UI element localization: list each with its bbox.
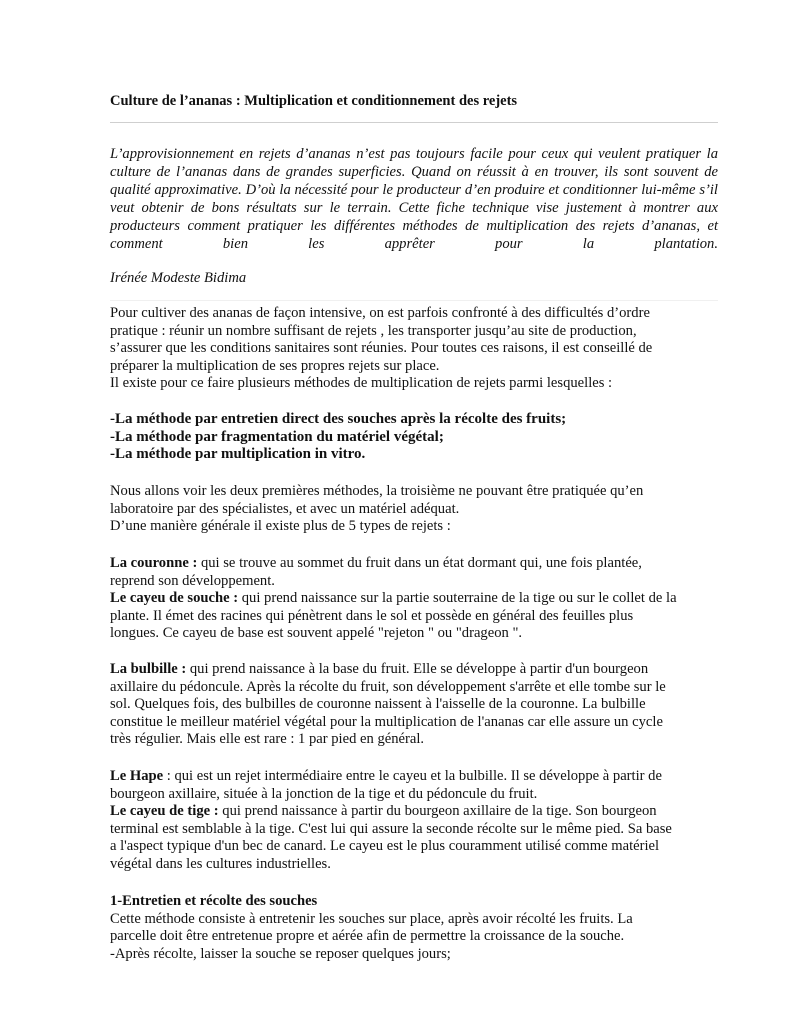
cayeu-tige-term: Le cayeu de tige : (110, 803, 219, 819)
bulbille-line: constitue le meilleur matériel végétal pour la multiplication de l'ananas car elle assure un cycle (110, 713, 663, 730)
cayeu-souche-line (110, 590, 718, 608)
intro-line: préparer la multiplication de ses propres rejets sur place. (110, 357, 440, 374)
abstract-paragraph: L’approvisionnement en rejets d’ananas n’est pas toujours facile pour ceux qui veulent pratiquer la culture de l’ananas dans de grandes superficies. Quand on réussit à en trouver, ils sont souvent de qualité approximative. D’où la nécessité pour le producteur d’en produire et conditionner lui-même s’il veut obtenir de bons résultats sur le terrain. Cette fiche technique vise justement à montrer aux producteurs comment pratiquer les différentes méthodes de multiplication des rejets d’ananas, et comment bien les apprêter pour la plantation. (110, 146, 718, 252)
method-item: -La méthode par entretien direct des souches après la récolte des fruits; (110, 411, 567, 427)
cayeu-souche-line: longues. Ce cayeu de base est souvent appelé "rejeton " ou "drageon ". (110, 625, 523, 641)
cayeu-tige-line: végétal dans les cultures industrielles. (110, 855, 331, 872)
methods-note-line: D’une manière générale il existe plus de 5 types de rejets : (110, 518, 451, 534)
hape-line: bourgeon axillaire, située à la jonction de la tige et du pédoncule du fruit. (110, 785, 538, 802)
intro-line: Il existe pour ce faire plusieurs méthodes de multiplication de rejets parmi lesquelles : (110, 375, 613, 391)
hape-term: Le Hape (110, 768, 164, 784)
hape-text: : qui est un rejet intermédiaire entre le cayeu et la bulbille. Il se développe à partir de (163, 768, 662, 784)
methods-note-line: laboratoire par des spécialistes, et avec un matériel adéquat. (110, 500, 460, 517)
section-1-line: -Après récolte, laisser la souche se reposer quelques jours; (110, 945, 451, 962)
bulbille-line: sol. Quelques fois, des bulbilles de couronne naissent à l'aisselle de la couronne. La bulbille (110, 696, 646, 712)
intro-line: pratique : réunir un nombre suffisant de rejets , les transporter jusqu’au site de production, (110, 322, 637, 339)
intro-line: s’assurer que les conditions sanitaires sont réunies. Pour toutes ces raisons, il est conseillé de (110, 340, 653, 356)
couronne-text: qui se trouve au sommet du fruit dans un état dormant qui, une fois plantée, (197, 555, 642, 571)
author-divider (110, 300, 718, 301)
cayeu-tige-text: qui prend naissance à partir du bourgeon axillaire de la tige. Son bourgeon (218, 803, 657, 819)
section-1 (110, 893, 718, 963)
document-title: Culture de l’ananas : Multiplication et conditionnement des rejets (110, 93, 518, 109)
hape-line (110, 768, 718, 786)
title-divider (110, 122, 718, 123)
rejet-types-group-b (110, 661, 718, 749)
methods-note-paragraph (110, 483, 718, 536)
couronne-term: La couronne : (110, 555, 198, 571)
author-name: Irénée Modeste Bidima (110, 270, 247, 286)
cayeu-tige-line (110, 803, 718, 821)
cayeu-tige-line: a l'aspect typique d'un bec de canard. Le cayeu est le plus couramment utilisé comme matériel (110, 838, 660, 854)
methods-list (110, 411, 718, 464)
section-1-heading: 1-Entretien et récolte des souches (110, 893, 318, 909)
bulbille-line: très régulier. Mais elle est rare : 1 par pied en général. (110, 731, 425, 747)
bulbille-line (110, 661, 718, 679)
section-1-line: parcelle doit être entretenue propre et aérée afin de permettre la croissance de la souche. (110, 928, 625, 944)
methods-note-line: Nous allons voir les deux premières méthodes, la troisième ne pouvant être pratiquée qu’en (110, 483, 644, 499)
bulbille-line: axillaire du pédoncule. Après la récolte du fruit, son développement s'arrête et elle tombe sur le (110, 678, 666, 695)
couronne-line: reprend son développement. (110, 572, 275, 589)
bulbille-term: La bulbille : (110, 661, 187, 677)
couronne-line (110, 555, 718, 573)
cayeu-souche-term: Le cayeu de souche : (110, 590, 239, 606)
rejet-types-group-a (110, 555, 718, 643)
bulbille-text: qui prend naissance à la base du fruit. Elle se développe à partir d'un bourgeon (186, 661, 649, 677)
rejet-types-group-c (110, 768, 718, 873)
cayeu-souche-text: qui prend naissance sur la partie souterraine de la tige ou sur le collet de la (238, 590, 677, 606)
section-1-line: Cette méthode consiste à entretenir les souches sur place, après avoir récolté les fruits. La (110, 910, 633, 927)
cayeu-tige-line: terminal est semblable à la tige. C'est lui qui assure la seconde récolte sur le même pied. Sa base (110, 820, 672, 837)
intro-line: Pour cultiver des ananas de façon intensive, on est parfois confronté à des difficultés d’ordre (110, 305, 650, 321)
cayeu-souche-line: plante. Il émet des racines qui pénètrent dans le sol et possède en général des feuilles plus (110, 607, 634, 624)
method-item: -La méthode par multiplication in vitro. (110, 446, 366, 462)
method-item: -La méthode par fragmentation du matériel végétal; (110, 428, 444, 445)
intro-paragraph (110, 305, 718, 393)
